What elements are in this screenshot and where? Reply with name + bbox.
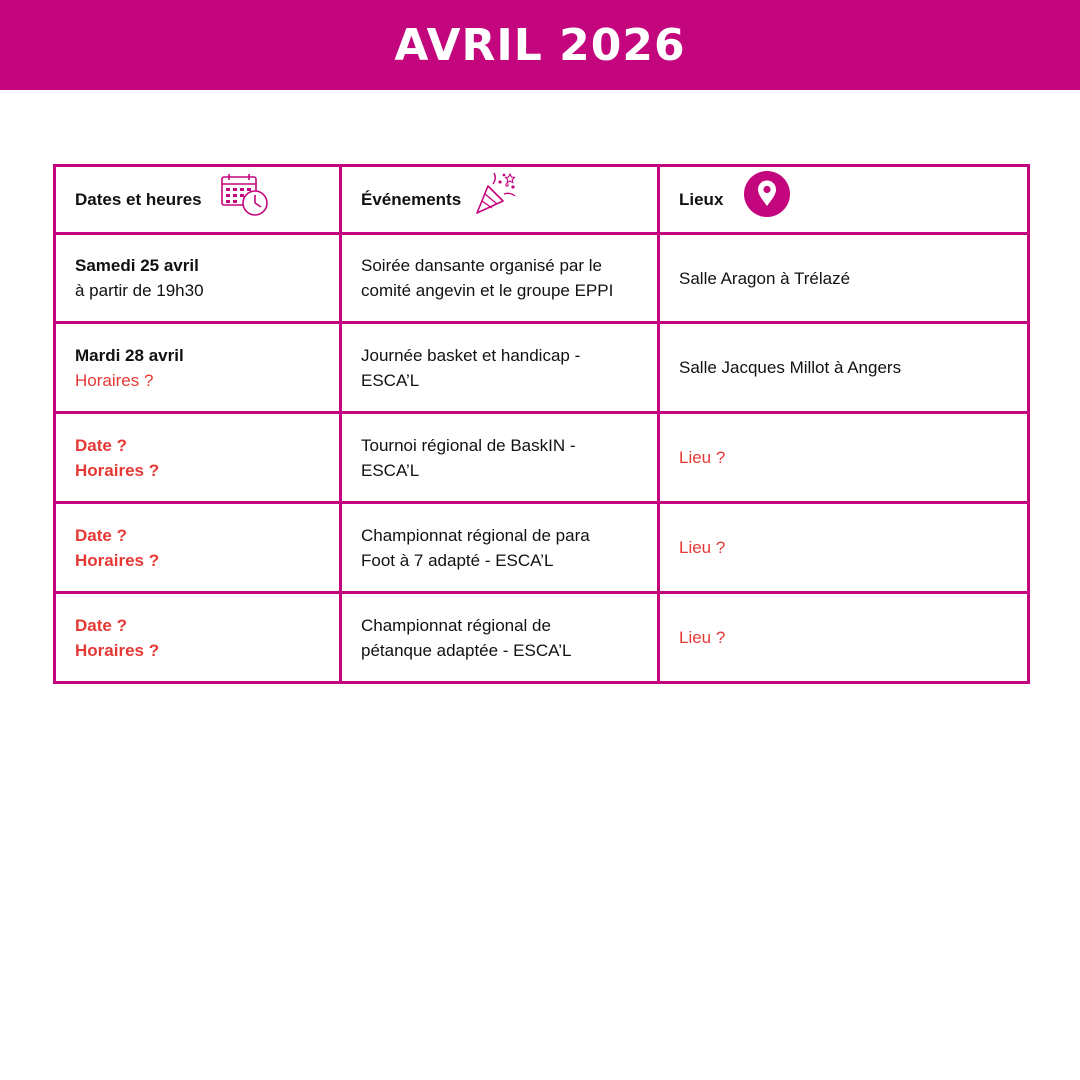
column-label-places: Lieux [679, 190, 724, 209]
event-cell [341, 323, 659, 413]
column-header-events [341, 166, 659, 234]
event-place: Salle Jacques Millot à Angers [679, 358, 902, 377]
event-time: à partir de 19h30 [75, 281, 204, 300]
table-header-row [55, 166, 1029, 234]
events-table [53, 164, 1030, 684]
event-date: Date ? [75, 435, 127, 455]
column-label-dates: Dates et heures [75, 190, 202, 209]
event-place: Salle Aragon à Trélazé [679, 268, 851, 288]
page-title: AVRIL 2026 [394, 19, 686, 71]
event-place: Lieu ? [679, 628, 726, 647]
date-cell [55, 323, 341, 413]
event-time: Horaires ? [75, 550, 160, 570]
table-row [55, 234, 1029, 323]
date-cell [55, 593, 341, 683]
location-pin-icon [743, 170, 791, 225]
table-row [55, 593, 1029, 683]
event-name-line: pétanque adaptée - ESCA’L [361, 640, 572, 660]
place-cell [659, 503, 1029, 593]
event-time: Horaires ? [75, 460, 160, 480]
place-cell [659, 234, 1029, 323]
event-name-line: Foot à 7 adapté - ESCA’L [361, 550, 554, 570]
event-name-line: comité angevin et le groupe EPPI [361, 281, 614, 300]
event-time: Horaires ? [75, 370, 154, 390]
table-row [55, 413, 1029, 503]
event-date: Date ? [75, 525, 127, 545]
event-place: Lieu ? [679, 448, 726, 467]
event-name-line: Championnat régional de para [361, 525, 590, 545]
event-name-line: Soirée dansante organisé par le [361, 256, 602, 275]
date-cell [55, 503, 341, 593]
event-name-line: ESCA’L [361, 370, 420, 390]
event-date: Mardi 28 avril [75, 345, 184, 365]
event-cell [341, 593, 659, 683]
place-cell [659, 413, 1029, 503]
event-name-line: Journée basket et handicap - [361, 345, 581, 365]
column-label-events: Événements [361, 190, 462, 209]
table-row [55, 503, 1029, 593]
date-cell [55, 234, 341, 323]
event-cell [341, 413, 659, 503]
party-popper-icon [473, 170, 519, 223]
event-name-line: Tournoi régional de BaskIN - [361, 435, 576, 455]
place-cell [659, 593, 1029, 683]
event-time: Horaires ? [75, 640, 160, 660]
column-header-places [659, 166, 1029, 234]
table-row [55, 323, 1029, 413]
date-cell [55, 413, 341, 503]
event-name-line: Championnat régional de [361, 615, 551, 635]
column-header-dates [55, 166, 341, 234]
event-cell [341, 503, 659, 593]
event-cell [341, 234, 659, 323]
event-date: Date ? [75, 615, 127, 635]
event-name-line: ESCA’L [361, 460, 420, 480]
event-date: Samedi 25 avril [75, 256, 199, 275]
place-cell [659, 323, 1029, 413]
month-banner [0, 0, 1080, 90]
calendar-clock-icon [220, 172, 270, 223]
event-place: Lieu ? [679, 538, 726, 557]
